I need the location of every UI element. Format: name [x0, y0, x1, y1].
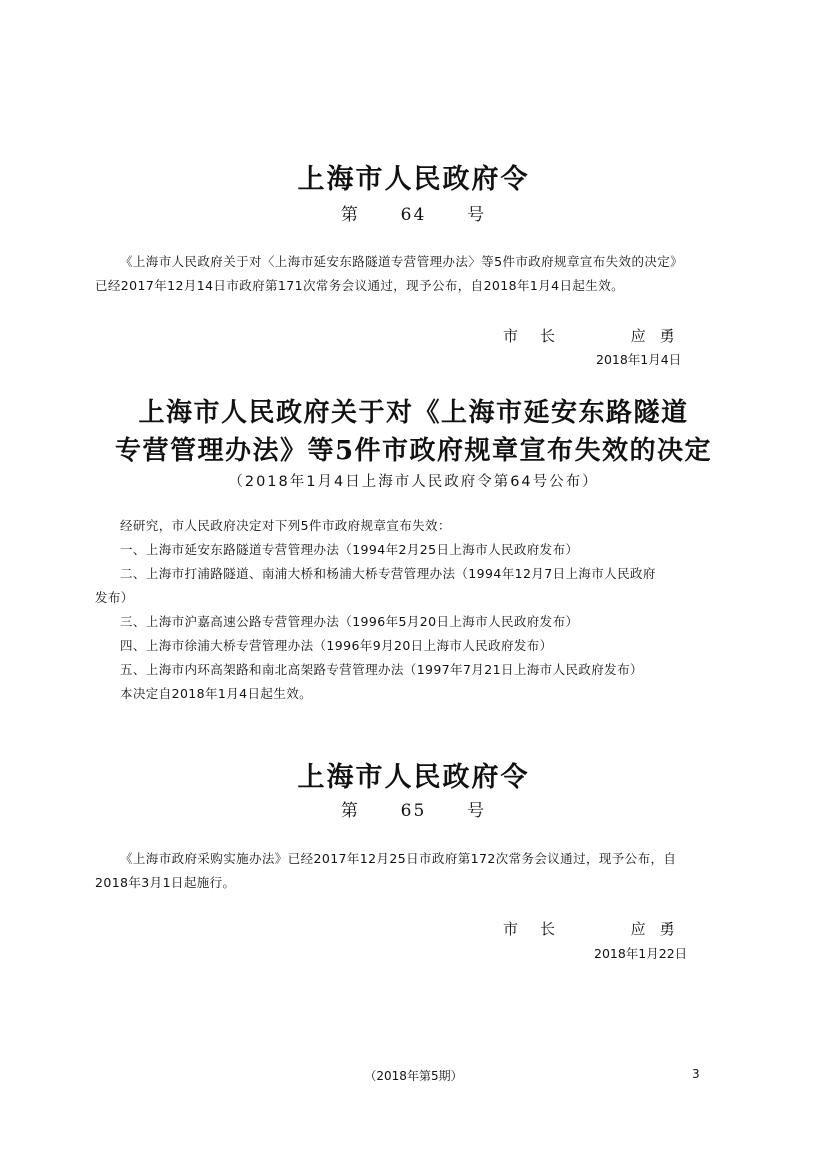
footer-issue: （2018年第5期）	[364, 1069, 463, 1083]
order-64-body-line-1: 《上海市人民政府关于对〈上海市延安东路隧道专营管理办法〉等5件市政府规章宣布失效的决定》	[120, 254, 684, 269]
decision-item-continuation: 发布）	[95, 590, 134, 605]
decision-intro: 经研究，市人民政府决定对下列5件市政府规章宣布失效：	[120, 518, 451, 533]
order-65-body-line-1: 《上海市政府采购实施办法》已经2017年12月25日市政府第172次常务会议通过，现予公布，自	[120, 851, 677, 866]
footer-page-number: 3	[692, 1067, 700, 1081]
decision-subtitle: （2018年1月4日上海市人民政府令第64号公布）	[228, 474, 599, 490]
order-64-signer-title: 市长	[503, 327, 578, 345]
order-65-signature	[503, 918, 689, 939]
decision-item: 二、上海市打浦路隧道、南浦大桥和杨浦大桥专营管理办法（1994年12月7日上海市人民政府	[120, 566, 656, 581]
order-64-body-line-2: 已经2017年12月14日市政府第171次常务会议通过，现予公布，自2018年1月4日起生效。	[95, 278, 625, 293]
order-64-number-suffix: 号	[467, 205, 487, 225]
order-65-title: 上海市人民政府令	[297, 762, 530, 793]
order-65-date: 2018年1月22日	[594, 946, 688, 961]
decision-item: 一、上海市延安东路隧道专营管理办法（1994年2月25日上海市人民政府发布）	[120, 542, 579, 557]
decision-closing: 本决定自2018年1月4日起生效。	[120, 686, 313, 701]
order-64-number-value: 64	[400, 205, 427, 225]
order-64-number	[0, 200, 827, 225]
decision-item: 三、上海市沪嘉高速公路专营管理办法（1996年5月20日上海市人民政府发布）	[120, 614, 579, 629]
decision-item: 五、上海市内环高架路和南北高架路专营管理办法（1997年7月21日上海市人民政府发布）	[120, 662, 643, 677]
order-65-number-suffix: 号	[467, 801, 487, 821]
decision-item: 四、上海市徐浦大桥专营管理办法（1996年9月20日上海市人民政府发布）	[120, 638, 553, 653]
order-65-number	[0, 796, 827, 821]
order-64-signature	[503, 325, 689, 346]
order-65-number-prefix: 第	[340, 801, 360, 821]
order-65-signer-title: 市长	[503, 920, 578, 938]
order-64-date: 2018年1月4日	[596, 352, 682, 367]
decision-title-line-1: 上海市人民政府关于对《上海市延安东路隧道	[138, 398, 689, 428]
order-64-title: 上海市人民政府令	[297, 164, 530, 195]
decision-title-line-2: 专营管理办法》等5件市政府规章宣布失效的决定	[114, 436, 713, 466]
order-64-signer-name: 应勇	[630, 327, 689, 345]
order-64-number-prefix: 第	[340, 205, 360, 225]
order-65-signer-name: 应勇	[630, 920, 689, 938]
order-65-body-line-2: 2018年3月1日起施行。	[95, 875, 236, 890]
order-65-number-value: 65	[400, 801, 427, 821]
